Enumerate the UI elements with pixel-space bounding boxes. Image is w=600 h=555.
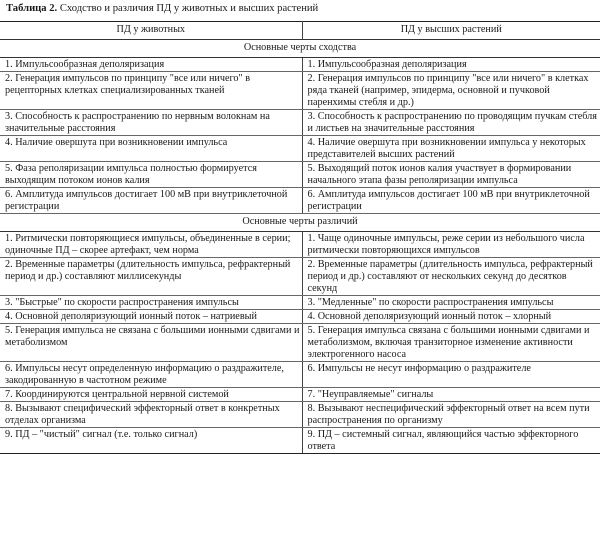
table-row <box>0 258 600 296</box>
cell-plants: 6. Импульсы не несут информацию о раздражителе <box>302 362 600 388</box>
cell-animals: 6. Амплитуда импульсов достигает 100 мВ при внутриклеточной регистрации <box>0 188 302 214</box>
cell-plants: 1. Импульсообразная деполяризация <box>302 58 600 72</box>
cell-animals: 5. Генерация импульса не связана с большими ионными сдвигами и метаболизмом <box>0 324 302 362</box>
column-header-plants: ПД у высших растений <box>302 22 600 40</box>
cell-animals: 7. Координируются центральной нервной системой <box>0 388 302 402</box>
cell-animals: 4. Наличие овершута при возникновении импульса <box>0 136 302 162</box>
cell-plants: 5. Генерация импульса связана с большими ионными сдвигами и метаболизмом, включая транзиторное изменение активности электрогенного насоса <box>302 324 600 362</box>
cell-plants: 8. Вызывают неспецифический эффекторный ответ на всем пути распространения по организму <box>302 402 600 428</box>
cell-plants: 2. Временные параметры (длительность импульса, рефрактерный период и др.) составляют от нескольких секунд до десятков секунд <box>302 258 600 296</box>
table-row <box>0 402 600 428</box>
table-row <box>0 110 600 136</box>
table-row <box>0 58 600 72</box>
cell-animals: 5. Фаза реполяризации импульса полностью формируется выходящим потоком ионов калия <box>0 162 302 188</box>
cell-plants: 4. Наличие овершута при возникновении импульса у некоторых представителей высших растений <box>302 136 600 162</box>
cell-animals: 3. Способность к распространению по нервным волокнам на значительные расстояния <box>0 110 302 136</box>
table-row <box>0 296 600 310</box>
table-row <box>0 362 600 388</box>
table-row <box>0 136 600 162</box>
table-caption-title: Сходство и различия ПД у животных и высших растений <box>59 3 319 14</box>
table-row <box>0 428 600 454</box>
section-header-row <box>0 214 600 232</box>
cell-plants: 7. "Неуправляемые" сигналы <box>302 388 600 402</box>
table-body <box>0 40 600 454</box>
cell-plants: 1. Чаще одиночные импульсы, реже серии из небольшого числа ритмически повторяющихся импульсов <box>302 232 600 258</box>
cell-plants: 4. Основной деполяризующий ионный поток – хлорный <box>302 310 600 324</box>
table-caption-label: Таблица 2. <box>6 3 58 14</box>
column-header-animals: ПД у животных <box>0 22 302 40</box>
table-row <box>0 72 600 110</box>
table-row <box>0 232 600 258</box>
table-row <box>0 388 600 402</box>
cell-plants: 2. Генерация импульсов по принципу "все или ничего" в клетках ряда тканей (например, эпидерма, основной и пучковой паренхимы стебля и др.) <box>302 72 600 110</box>
cell-animals: 9. ПД – "чистый" сигнал (т.е. только сигнал) <box>0 428 302 454</box>
cell-plants: 6. Амплитуда импульсов достигает 100 мВ при внутриклеточной регистрации <box>302 188 600 214</box>
table-caption <box>6 3 318 14</box>
cell-plants: 5. Выходящий поток ионов калия участвует в формировании начального этапа фазы реполяризации импульса <box>302 162 600 188</box>
cell-plants: 9. ПД – системный сигнал, являющийся частью эффекторного ответа <box>302 428 600 454</box>
cell-animals: 8. Вызывают специфический эффекторный ответ в конкретных отделах организма <box>0 402 302 428</box>
table-row <box>0 310 600 324</box>
cell-animals: 1. Импульсообразная деполяризация <box>0 58 302 72</box>
cell-animals: 4. Основной деполяризующий ионный поток – натриевый <box>0 310 302 324</box>
cell-animals: 2. Генерация импульсов по принципу "все или ничего" в рецепторных клетках специализированных тканей <box>0 72 302 110</box>
cell-animals: 3. "Быстрые" по скорости распространения импульсы <box>0 296 302 310</box>
cell-animals: 6. Импульсы несут определенную информацию о раздражителе, закодированную в частотном режиме <box>0 362 302 388</box>
cell-plants: 3. Способность к распространению по проводящим пучкам стебля и листьев на значительные расстояния <box>302 110 600 136</box>
table-row <box>0 162 600 188</box>
section-title: Основные черты сходства <box>0 40 600 58</box>
table-row <box>0 324 600 362</box>
comparison-table <box>0 21 600 454</box>
table-row <box>0 188 600 214</box>
section-title: Основные черты различий <box>0 214 600 232</box>
cell-plants: 3. "Медленные" по скорости распространения импульсы <box>302 296 600 310</box>
section-header-row <box>0 40 600 58</box>
cell-animals: 2. Временные параметры (длительность импульса, рефрактерный период и др.) составляют миллисекунды <box>0 258 302 296</box>
cell-animals: 1. Ритмически повторяющиеся импульсы, объединенные в серии; одиночные ПД – скорее артефакт, чем норма <box>0 232 302 258</box>
